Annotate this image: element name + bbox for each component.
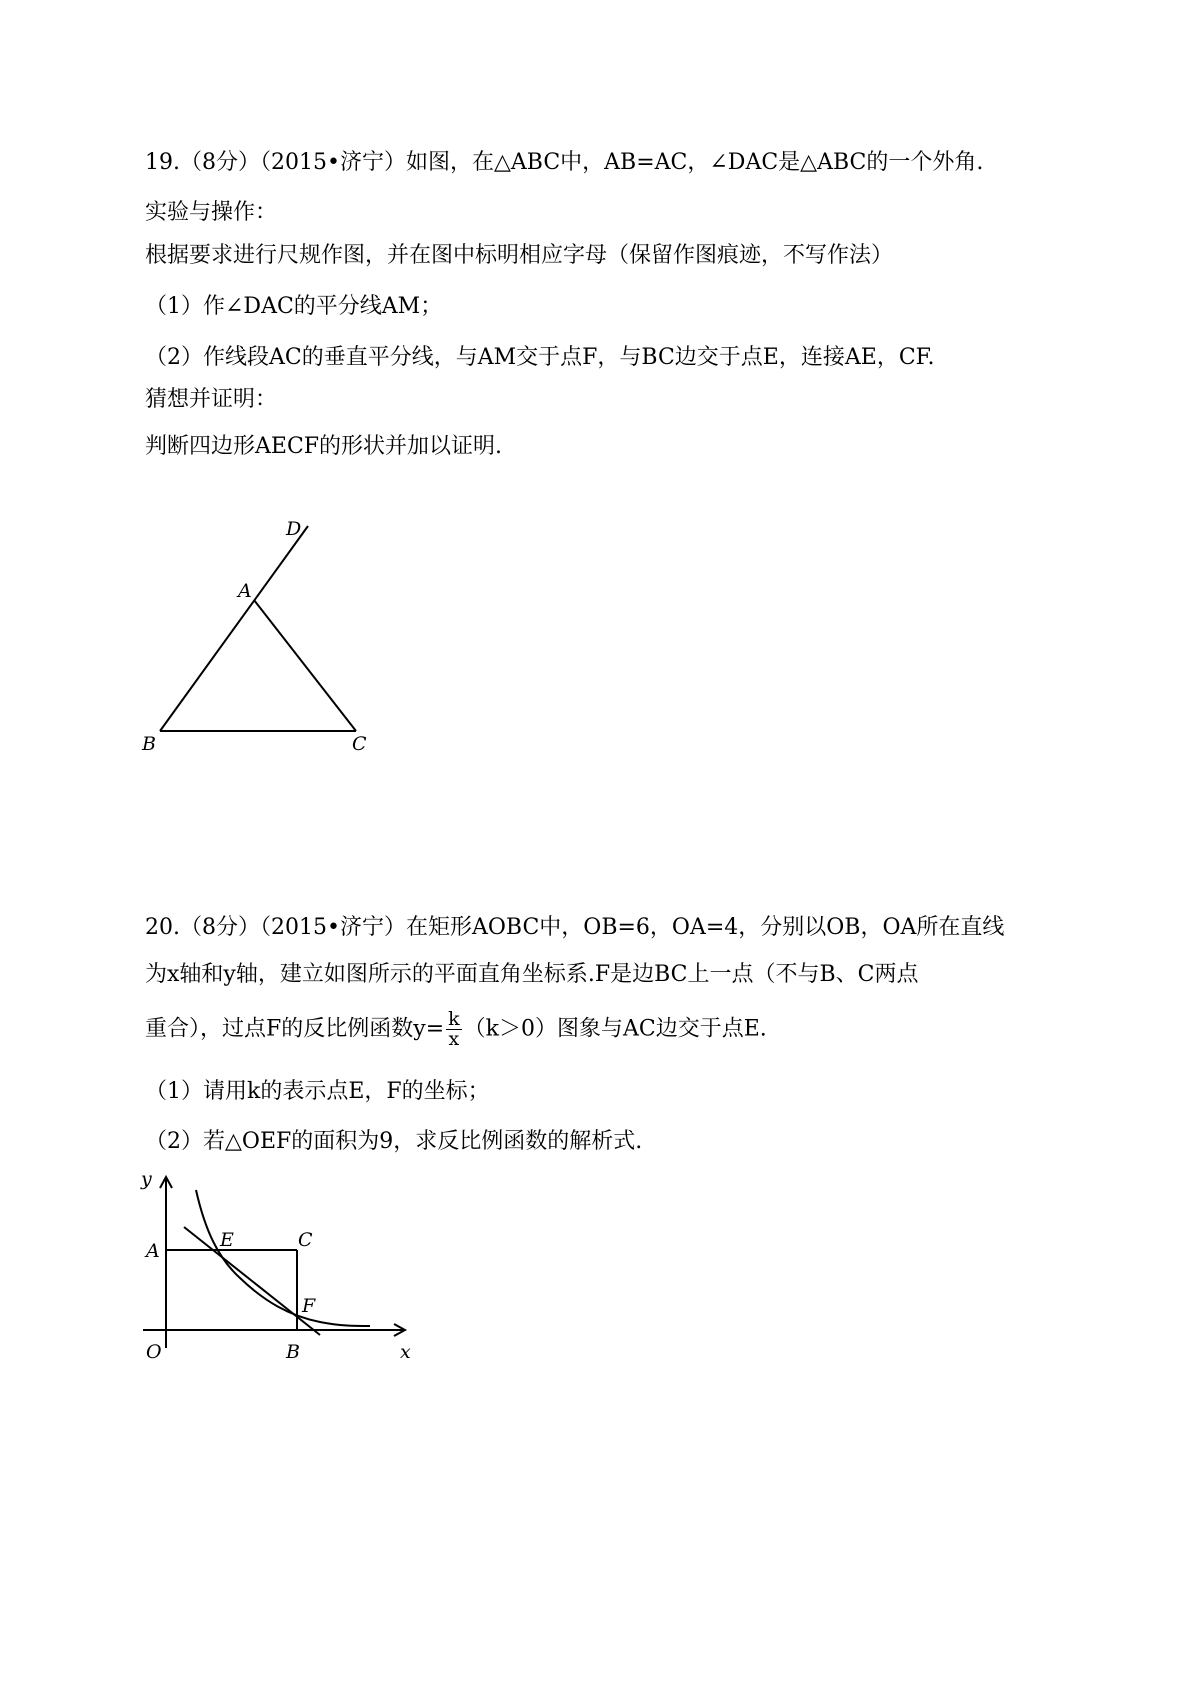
q20-stem-line3-pre: 重合），过点F的反比例函数 xyxy=(145,1016,414,1042)
label-d: D xyxy=(286,518,302,540)
q19-task: 判断四边形AECF的形状并加以证明. xyxy=(145,434,503,459)
q20-func-lhs: y= xyxy=(413,1016,445,1042)
label-e: E xyxy=(220,1229,234,1251)
q19-part1: （1）作∠DAC的平分线AM； xyxy=(145,294,443,319)
q20-stem-line3-post: （k＞0）图象与AC边交于点E. xyxy=(463,1016,767,1042)
q20-part1: （1）请用k的表示点E，F的坐标； xyxy=(145,1079,490,1104)
label-c: C xyxy=(352,733,367,755)
q20-stem-line1: 20.（8分）（2015•济宁）在矩形AOBC中，OB=6，OA=4，分别以OB，OA所在直线 xyxy=(145,915,1005,940)
label-a: A xyxy=(238,580,252,602)
q19-section-experiment: 实验与操作： xyxy=(145,200,278,225)
label-a: A xyxy=(146,1240,160,1262)
q20-part2: （2）若△OEF的面积为9，求反比例函数的解析式. xyxy=(145,1129,643,1154)
label-c: C xyxy=(298,1229,313,1251)
label-f: F xyxy=(302,1295,316,1317)
q19-section-conjecture: 猜想并证明： xyxy=(145,387,278,412)
q20-stem-line2: 为x轴和y轴，建立如图所示的平面直角坐标系.F是边BC上一点（不与B、C两点 xyxy=(145,962,919,987)
label-y: y xyxy=(141,1168,152,1190)
label-o: O xyxy=(146,1341,162,1363)
q20-func-denominator: x xyxy=(448,1028,460,1050)
label-b: B xyxy=(286,1341,300,1363)
label-x: x xyxy=(400,1341,411,1363)
label-b: B xyxy=(142,733,156,755)
q19-instruction: 根据要求进行尺规作图，并在图中标明相应字母（保留作图痕迹，不写作法） xyxy=(145,243,894,268)
q20-func-numerator: k xyxy=(448,1008,460,1030)
q19-part2: （2）作线段AC的垂直平分线，与AM交于点F，与BC边交于点E，连接AE，CF. xyxy=(145,345,935,370)
q19-stem: 19.（8分）（2015•济宁）如图，在△ABC中，AB=AC，∠DAC是△ABC的一个外角. xyxy=(145,150,984,175)
